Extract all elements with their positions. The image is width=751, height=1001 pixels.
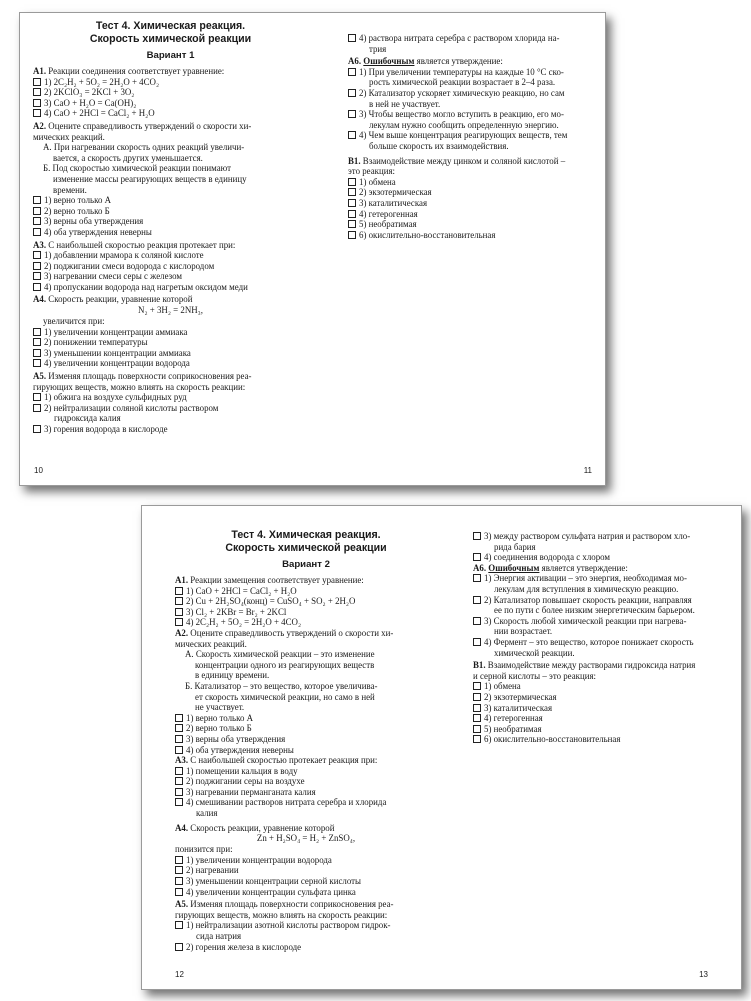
checkbox[interactable] [175, 746, 183, 754]
question-number: А4. [33, 294, 47, 305]
checkbox[interactable] [175, 866, 183, 874]
option-a4-4[interactable] [33, 358, 308, 369]
option-text: 1) помещении кальция в воду [186, 765, 298, 776]
checkbox[interactable] [473, 682, 481, 690]
question-b1 [348, 156, 598, 177]
option-a3-3[interactable] [33, 271, 308, 282]
option-text [186, 920, 391, 941]
option-a5-1[interactable] [175, 920, 437, 941]
option-text: 1) добавлении мрамора к соляной кислоте [44, 250, 204, 261]
option-b1-3[interactable] [348, 198, 598, 209]
statement-b: Б. Катализатор – это вещество, которое увеличива- [185, 680, 378, 691]
statement-b-cont: не участвует. [195, 702, 245, 713]
question-text: Взаимодействие между растворами гидроксида натрия [487, 660, 696, 671]
option-text: 3) уменьшении концентрации серной кислоты [186, 876, 362, 887]
emphasis-word: Ошибочным [363, 56, 415, 67]
checkbox[interactable] [348, 34, 356, 42]
question-a4 [175, 823, 437, 855]
checkbox[interactable] [348, 68, 356, 76]
option-b1-4[interactable] [473, 713, 735, 724]
checkbox[interactable] [175, 767, 183, 775]
test-title [33, 20, 308, 46]
option-b1-1[interactable] [473, 681, 735, 692]
checkbox[interactable] [348, 199, 356, 207]
question-number: А6. [348, 56, 362, 67]
option-text: 3) Cl₂ + 2KBr = Br₂ + 2KCl [186, 606, 287, 617]
question-text: является утверждение: [539, 562, 628, 573]
checkbox[interactable] [33, 228, 41, 236]
checkbox[interactable] [175, 714, 183, 722]
option-a1-2[interactable] [175, 596, 437, 607]
option-a2-1[interactable] [33, 195, 308, 206]
question-text: С наибольшей скоростью протекает реакция при: [190, 755, 378, 766]
option-text: 1) увеличении концентрации аммиака [44, 326, 188, 337]
option-line: лекулам нужно сообщить определенную энергию. [369, 119, 559, 130]
option-text [484, 531, 690, 552]
option-text: 4) 2C₂H₂ + 5O₂ = 2H₂O + 4CO₂ [186, 617, 302, 628]
checkbox[interactable] [175, 618, 183, 626]
option-text: 1) CaO + 2HCl = CaCl₂ + H₂O [186, 585, 297, 596]
option-a1-3[interactable] [33, 98, 308, 109]
checkbox[interactable] [33, 338, 41, 346]
statement-b-cont: изменение массы реагирующих веществ в единицу [53, 173, 247, 184]
question-text: Оцените справедливость утверждений о скорости хи- [190, 627, 394, 638]
checkbox[interactable] [33, 262, 41, 270]
checkbox[interactable] [33, 425, 41, 433]
question-number: А5. [33, 371, 47, 382]
option-text: 4) оба утверждения неверны [44, 226, 152, 237]
option-b1-6[interactable] [473, 734, 735, 745]
option-line: 4) Чем выше концентрация реагирующих веществ, тем [359, 130, 568, 141]
question-a6 [473, 563, 735, 574]
option-line: 3) Скорость любой химической реакции при нагрева- [484, 615, 687, 626]
checkbox[interactable] [473, 735, 481, 743]
question-text: Изменяя площадь поверхности соприкосновения реа- [48, 371, 252, 382]
option-text [359, 88, 565, 109]
checkbox[interactable] [33, 99, 41, 107]
option-a6-4[interactable] [473, 637, 735, 658]
option-a4-4[interactable] [175, 887, 437, 898]
option-a6-2[interactable] [473, 595, 735, 616]
option-line: гидроксида калия [54, 413, 121, 424]
question-number: А5. [175, 899, 189, 910]
option-b1-3[interactable] [473, 703, 735, 714]
checkbox[interactable] [348, 188, 356, 196]
checkbox[interactable] [175, 888, 183, 896]
statement-b-cont: времени. [53, 184, 87, 195]
checkbox[interactable] [33, 272, 41, 280]
checkbox[interactable] [175, 777, 183, 785]
option-a5-3[interactable] [33, 424, 308, 435]
option-a1-1[interactable] [33, 77, 308, 88]
option-a5-2[interactable] [175, 942, 437, 953]
checkbox[interactable] [348, 131, 356, 139]
option-a2-2[interactable] [175, 723, 437, 734]
question-text: Скорость реакции, уравнение которой [48, 294, 193, 305]
option-a5-2[interactable] [33, 403, 308, 424]
option-text [484, 616, 686, 637]
option-line: нии возрастает. [494, 626, 553, 637]
option-a4-2[interactable] [175, 865, 437, 876]
question-text-cont: гирующих веществ, можно влиять на скорость реакции: [33, 381, 246, 392]
checkbox[interactable] [175, 856, 183, 864]
option-text [359, 130, 567, 151]
option-text: 4) увеличении концентрации сульфата цинка [186, 886, 356, 897]
question-a1 [175, 575, 437, 586]
option-text: 2) нагревании [186, 865, 239, 876]
checkbox[interactable] [175, 798, 183, 806]
option-b1-2[interactable] [473, 692, 735, 703]
option-line: ее по пути с более низким энергетическим барьером. [494, 605, 695, 616]
question-a6 [348, 56, 598, 67]
checkbox[interactable] [33, 78, 41, 86]
checkbox[interactable] [175, 608, 183, 616]
option-a2-4[interactable] [33, 227, 308, 238]
question-text: С наибольшей скоростью реакция протекает при: [48, 239, 236, 250]
option-line: лекулам для вступления в химическую реакцию. [494, 583, 679, 594]
option-text: 2) верно только Б [186, 723, 252, 734]
checkbox[interactable] [33, 283, 41, 291]
spread-pages-10-11 [19, 12, 606, 486]
checkbox[interactable] [33, 404, 41, 412]
checkbox[interactable] [175, 597, 183, 605]
question-a5 [175, 899, 437, 920]
question-text: Реакции замещения соответствует уравнение: [190, 575, 364, 585]
page-number: 12 [175, 970, 184, 979]
option-text: 4) увеличении концентрации водорода [44, 358, 190, 369]
question-number: А2. [33, 120, 47, 131]
question-text-cont: понизится при: [175, 844, 233, 855]
question-number: А1. [33, 66, 47, 76]
option-line: калия [196, 808, 218, 819]
checkbox[interactable] [175, 724, 183, 732]
option-text: 2) верно только Б [44, 205, 110, 216]
option-a5-4[interactable] [348, 33, 598, 54]
question-text: Оцените справедливость утверждений о скорости хи- [48, 120, 252, 131]
option-a3-1[interactable] [175, 766, 437, 777]
statement-b-cont: ет скорость химической реакции, но само в ней [195, 691, 375, 702]
checkbox[interactable] [348, 220, 356, 228]
option-text: 4) пропускании водорода над нагретым оксидом меди [44, 281, 248, 292]
option-text: 3) каталитическая [359, 197, 428, 208]
option-text: 2) поджигании смеси водорода с кислородом [44, 260, 215, 271]
question-text: Скорость реакции, уравнение которой [190, 822, 335, 833]
option-a3-4[interactable] [33, 282, 308, 293]
option-a6-1[interactable] [473, 573, 735, 594]
question-number: А3. [175, 755, 189, 766]
checkbox[interactable] [473, 617, 481, 625]
checkbox[interactable] [473, 704, 481, 712]
option-a1-2[interactable] [33, 87, 308, 98]
option-text [484, 573, 687, 594]
option-text: 2) 2KClO₃ = 2KCl + 3O₂ [44, 87, 135, 98]
question-number: В1. [473, 660, 486, 671]
option-text: 3) верны оба утверждения [44, 216, 144, 227]
question-a3 [33, 240, 308, 251]
option-text: 3) уменьшении концентрации аммиака [44, 347, 191, 358]
option-a1-4[interactable] [175, 617, 437, 628]
option-text: 2) горения железа в кислороде [186, 941, 302, 952]
option-text: 1) обмена [484, 681, 521, 692]
option-line: 1) При увеличении температуры на каждые 10 °С ско- [359, 66, 564, 77]
option-a2-3[interactable] [175, 734, 437, 745]
option-text [484, 637, 694, 658]
question-text-cont: мических реакций. [175, 638, 247, 649]
option-text: 4) гетерогенная [359, 208, 418, 219]
option-text: 2) экзотермическая [359, 187, 432, 198]
option-line: рида бария [494, 541, 536, 552]
question-a4 [33, 294, 308, 326]
variant-label: Вариант 2 [282, 559, 330, 570]
option-line: 2) Катализатор ускоряет химическую реакцию, но сам [359, 87, 565, 98]
option-text: 3) каталитическая [484, 702, 553, 713]
checkbox[interactable] [348, 89, 356, 97]
option-text: 3) горения водорода в кислороде [44, 424, 168, 434]
option-text: 5) необратимая [359, 219, 417, 230]
checkbox[interactable] [33, 328, 41, 336]
option-text [359, 109, 564, 130]
option-line: 4) смешивании растворов нитрата серебра и хлорида [186, 797, 387, 808]
question-a2 [33, 121, 308, 195]
option-a1-4[interactable] [33, 108, 308, 119]
statement-a: А. При нагревании скорость одних реакций увеличи- [43, 142, 245, 153]
checkbox[interactable] [473, 574, 481, 582]
option-a2-3[interactable] [33, 216, 308, 227]
option-text: 4) соединения водорода с хлором [484, 552, 611, 563]
page-11 [348, 33, 598, 485]
checkbox[interactable] [33, 88, 41, 96]
checkbox[interactable] [33, 359, 41, 367]
option-text: 5) необратимая [484, 723, 542, 734]
option-text: 1) верно только А [186, 712, 254, 723]
checkbox[interactable] [33, 196, 41, 204]
option-line: 4) Фермент – это вещество, которое понижает скорость [484, 636, 694, 647]
option-text: 3) верны оба утверждения [186, 733, 286, 744]
option-b1-4[interactable] [348, 209, 598, 220]
question-text: Изменяя площадь поверхности соприкосновения реа- [190, 899, 394, 910]
option-line: 3) между раствором сульфата натрия и раствором хло- [484, 531, 691, 541]
checkbox[interactable] [175, 788, 183, 796]
question-text-cont: увеличится при: [43, 316, 105, 327]
checkbox[interactable] [348, 110, 356, 118]
option-text: 3) CaO + H₂O = Ca(OH)₂ [44, 97, 137, 108]
question-text-cont: и серной кислоты – это реакция: [473, 670, 597, 681]
checkbox[interactable] [175, 587, 183, 595]
option-text: 1) обмена [359, 176, 396, 187]
option-text: 4) гетерогенная [484, 713, 543, 724]
page-12 [175, 529, 437, 989]
test-title [175, 529, 437, 555]
option-text [359, 33, 560, 54]
checkbox[interactable] [348, 231, 356, 239]
page-number: 13 [699, 970, 708, 979]
page-13 [473, 531, 735, 989]
option-a4-3[interactable] [33, 348, 308, 359]
option-b1-5[interactable] [348, 219, 598, 230]
option-text [44, 403, 218, 424]
checkbox[interactable] [473, 725, 481, 733]
option-line: химической реакции. [494, 647, 575, 658]
option-line: 2) Катализатор повышает скорость реакции, направляя [484, 594, 692, 605]
option-text: 1) увеличении концентрации водорода [186, 854, 332, 865]
option-text: 6) окислительно-восстановительная [484, 734, 621, 745]
checkbox[interactable] [348, 210, 356, 218]
option-a4-2[interactable] [33, 337, 308, 348]
option-a1-3[interactable] [175, 607, 437, 618]
title-line-2: Скорость химической реакции [89, 33, 252, 45]
question-number: А3. [33, 239, 47, 250]
option-text: 4) оба утверждения неверны [186, 744, 294, 755]
checkbox[interactable] [33, 207, 41, 215]
statement-a-cont: в единицу времени. [195, 670, 270, 681]
option-a4-3[interactable] [175, 876, 437, 887]
option-a3-4[interactable] [175, 797, 437, 818]
checkbox[interactable] [33, 109, 41, 117]
page-number: 10 [34, 466, 43, 475]
reaction-equation: N₂ + 3H₂ = 2NH₃, [138, 305, 203, 316]
checkbox[interactable] [473, 693, 481, 701]
option-line: больше скорость их взаимодействия. [369, 140, 509, 151]
question-text-cont: это реакция: [348, 166, 396, 177]
option-a6-3[interactable] [473, 616, 735, 637]
option-text: 2) понижении температуры [44, 337, 148, 348]
option-text: 3) нагревании смеси серы с железом [44, 271, 182, 282]
option-a2-4[interactable] [175, 745, 437, 756]
option-text: 1) верно только А [44, 195, 112, 206]
option-b1-1[interactable] [348, 177, 598, 188]
statement-a-cont: вается, а скорость других уменьшается. [53, 152, 203, 163]
emphasis-word: Ошибочным [488, 562, 540, 573]
question-text-cont: мических реакций. [33, 131, 105, 142]
checkbox[interactable] [33, 393, 41, 401]
option-a4-1[interactable] [175, 855, 437, 866]
question-text: Реакции соединения соответствует уравнение: [48, 66, 225, 76]
question-text: является утверждение: [414, 56, 503, 67]
question-text-cont: гирующих веществ, можно влиять на скорость реакции: [175, 909, 388, 920]
option-b1-2[interactable] [348, 187, 598, 198]
option-a6-2[interactable] [348, 88, 598, 109]
checkbox[interactable] [175, 877, 183, 885]
question-number: А2. [175, 627, 189, 638]
option-a6-3[interactable] [348, 109, 598, 130]
option-text: 2) Cu + 2H₂SO₄(конц) = CuSO₄ + SO₂ + 2H₂O [186, 596, 356, 607]
option-line: трия [369, 43, 387, 54]
option-a3-2[interactable] [33, 261, 308, 272]
checkbox[interactable] [175, 943, 183, 951]
checkbox[interactable] [175, 921, 183, 929]
page-number: 11 [583, 466, 592, 475]
question-text: Взаимодействие между цинком и соляной кислотой – [362, 155, 566, 166]
question-b1 [473, 660, 735, 681]
title-line-2: Скорость химической реакции [225, 542, 387, 554]
option-line: рость химической реакции возрастает в 2–4 раза. [369, 77, 556, 88]
checkbox[interactable] [33, 349, 41, 357]
option-a1-1[interactable] [175, 586, 437, 597]
checkbox[interactable] [473, 532, 481, 540]
option-a5-3[interactable] [473, 531, 735, 552]
statement-b: Б. Под скоростью химической реакции понимают [43, 163, 232, 174]
option-text: 3) нагревании перманганата калия [186, 786, 316, 797]
option-text [186, 797, 386, 818]
option-line: 3) Чтобы вещество могло вступить в реакцию, его мо- [359, 109, 564, 120]
checkbox[interactable] [175, 735, 183, 743]
checkbox[interactable] [33, 251, 41, 259]
option-b1-5[interactable] [473, 724, 735, 735]
checkbox[interactable] [473, 553, 481, 561]
option-text: 4) CaO + 2HCl = CaCl₂ + H₂O [44, 108, 155, 119]
option-a6-1[interactable] [348, 67, 598, 88]
option-text: 1) обжига на воздухе сульфидных руд [44, 392, 187, 403]
question-number: А6. [473, 562, 487, 573]
option-text [484, 595, 695, 616]
question-number: В1. [348, 155, 361, 166]
option-line: сида натрия [196, 931, 242, 941]
title-line-1: Тест 4. Химическая реакция. [95, 20, 246, 32]
option-line: 1) Энергия активации – это энергия, необходимая мо- [484, 573, 687, 584]
option-line: в ней не участвует. [369, 98, 441, 109]
option-a5-1[interactable] [33, 392, 308, 403]
statement-a-cont: концентрации одного из реагирующих веществ [195, 659, 375, 670]
option-a6-4[interactable] [348, 130, 598, 151]
question-a1 [33, 66, 308, 77]
option-text [359, 67, 564, 88]
question-number: А4. [175, 822, 189, 833]
option-line: 4) раствора нитрата серебра с раствором хлорида на- [359, 33, 560, 43]
question-a3 [175, 755, 437, 766]
option-a3-3[interactable] [175, 787, 437, 798]
option-a2-2[interactable] [33, 206, 308, 217]
reaction-equation: Zn + H₂SO₄ = H₂ + ZnSO₄, [256, 833, 356, 844]
question-a2 [175, 628, 437, 713]
option-a4-1[interactable] [33, 327, 308, 338]
option-a3-2[interactable] [175, 776, 437, 787]
option-text: 1) 2C₂H₂ + 5O₂ = 2H₂O + 4CO₂ [44, 76, 160, 87]
variant-label: Вариант 1 [146, 50, 195, 61]
option-b1-6[interactable] [348, 230, 598, 241]
option-line: 2) нейтрализации соляной кислоты раствором [44, 402, 219, 413]
spread-pages-12-13 [141, 505, 742, 990]
checkbox[interactable] [473, 596, 481, 604]
question-a5 [33, 371, 308, 392]
option-a3-1[interactable] [33, 250, 308, 261]
option-a2-1[interactable] [175, 713, 437, 724]
statement-a: А. Скорость химической реакции – это изменение [185, 649, 375, 660]
checkbox[interactable] [33, 217, 41, 225]
option-line: 1) нейтрализации азотной кислоты раствором гидрок- [186, 920, 391, 931]
option-text: 6) окислительно-восстановительная [359, 229, 496, 240]
checkbox[interactable] [473, 714, 481, 722]
option-text: 2) экзотермическая [484, 691, 557, 702]
option-a5-4[interactable] [473, 552, 735, 563]
checkbox[interactable] [473, 638, 481, 646]
checkbox[interactable] [348, 178, 356, 186]
title-line-1: Тест 4. Химическая реакция. [231, 529, 381, 541]
option-text: 2) поджигании серы на воздухе [186, 776, 305, 787]
question-number: А1. [175, 575, 189, 585]
page-10 [33, 20, 308, 485]
